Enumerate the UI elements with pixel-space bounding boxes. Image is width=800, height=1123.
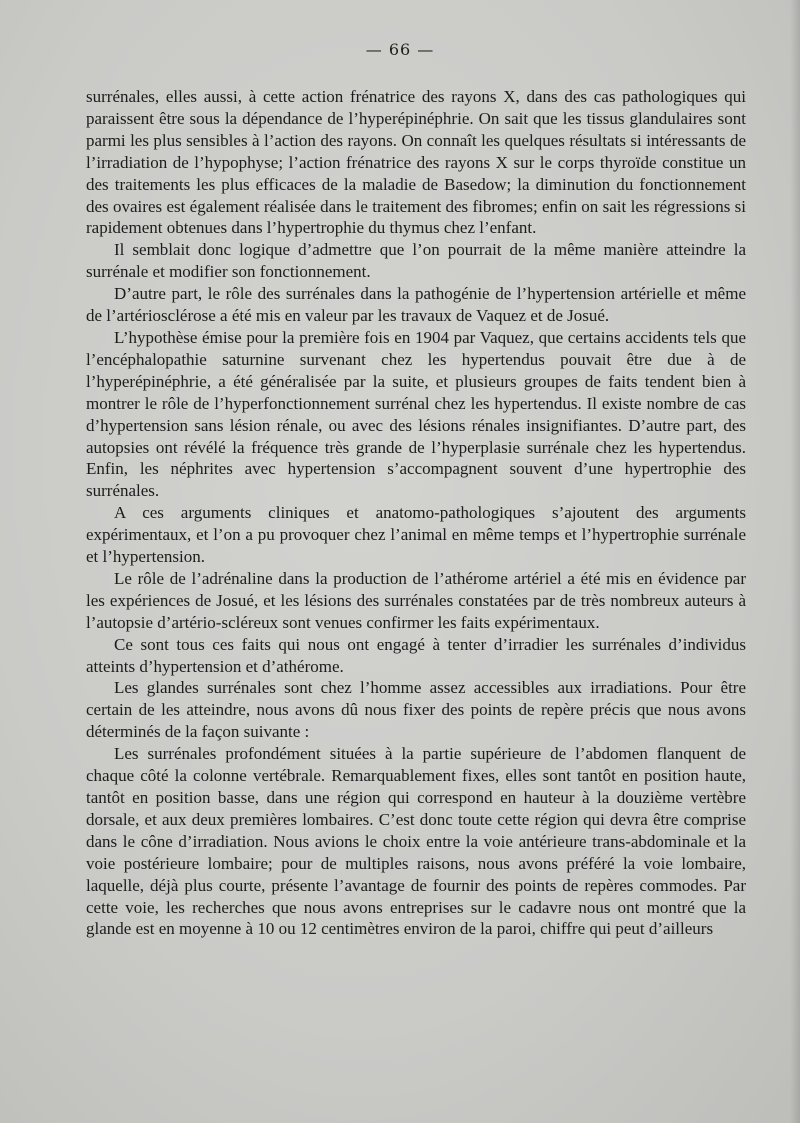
paragraph: Le rôle de l’adrénaline dans la production de l’athérome artériel a été mis en évidence par les expériences de Josué, et les lésions des surrénales constatées par de très nombreux auteurs à l’autopsie d’artério-scléreux sont venues confirmer les faits expérimentaux. xyxy=(86,568,746,632)
paragraph: L’hypothèse émise pour la première fois en 1904 par Vaquez, que certains accidents tels que l’encéphalopathie saturnine survenant chez les hypertendus pouvait être due à de l’hyperépinéphrie, a été généralisée par la suite, et plusieurs groupes de faits tendent bien à montrer le rôle de l’hyperfonctionnement surrénal chez les hypertendus. Il existe nombre de cas d’hypertension sans lésion rénale, ou avec des lésions rénales insignifiantes. D’autre part, des autopsies ont révélé la fréquence très grande de l’hyperplasie surrénale chez les hypertendus. Enfin, les néphrites avec hypertension s’accompagnent souvent d’une hypertrophie des surrénales. xyxy=(86,327,746,501)
paragraph-continuation: surrénales, elles aussi, à cette action frénatrice des rayons X, dans des cas pathologiques qui paraissent être sous la dépendance de l’hyperépinéphrie. On sait que les tissus glandulaires sont parmi les plus sensibles à l’action des rayons. On connaît les quelques résultats si intéressants de l’irradiation de l’hypophyse; l’action frénatrice des rayons X sur le corps thyroïde constitue un des traitements les plus efficaces de la maladie de Basedow; la diminution du fonctionnement des ovaires est également réalisée dans le traitement des fibromes; enfin on sait les régressions si rapidement obtenues dans l’hypertrophie du thymus chez l’enfant. xyxy=(86,87,746,238)
paragraph: Les glandes surrénales sont chez l’homme assez accessibles aux irradiations. Pour être certain de les atteindre, nous avons dû nous fixer des points de repère précis que nous avons déterminés de la façon suivante : xyxy=(86,678,746,742)
page-number: — 66 — xyxy=(365,40,435,59)
body-text xyxy=(86,86,746,940)
paragraph: Les surrénales profondément situées à la partie supérieure de l’abdomen flanquent de chaque côté la colonne vertébrale. Remarquablement fixes, elles sont tantôt en position haute, tantôt en position basse, dans une région qui correspond en hauteur à la douzième vertèbre dorsale, et aux deux premières lombaires. C’est donc toute cette région qui devra être comprise dans le cône d’irradiation. Nous avions le choix entre la voie antérieure trans-abdominale et la voie postérieure lombaire; pour de multiples raisons, nous avons préféré la voie lombaire, laquelle, déjà plus courte, présente l’avantage de fournir des points de repères commodes. Par cette voie, les recherches que nous avons entreprises sur le cadavre nous ont montré que la glande est en moyenne à 10 ou 12 centimètres environ de la paroi, chiffre qui peut d’ailleurs xyxy=(86,744,746,939)
page-edge-shadow xyxy=(790,0,800,1123)
paragraph: Ce sont tous ces faits qui nous ont engagé à tenter d’irradier les surrénales d’individus atteints d’hypertension et d’athérome. xyxy=(86,634,746,676)
paragraph: D’autre part, le rôle des surrénales dans la pathogénie de l’hypertension artérielle et même de l’artériosclérose a été mis en valeur par les travaux de Vaquez et de Josué. xyxy=(86,284,746,326)
paragraph: Il semblait donc logique d’admettre que l’on pourrait de la même manière atteindre la surrénale et modifier son fonctionnement. xyxy=(86,240,746,282)
paragraph: A ces arguments cliniques et anatomo-pathologiques s’ajoutent des arguments expérimentaux, et l’on a pu provoquer chez l’animal en même temps et l’hypertrophie surrénale et l’hypertension. xyxy=(86,503,746,567)
